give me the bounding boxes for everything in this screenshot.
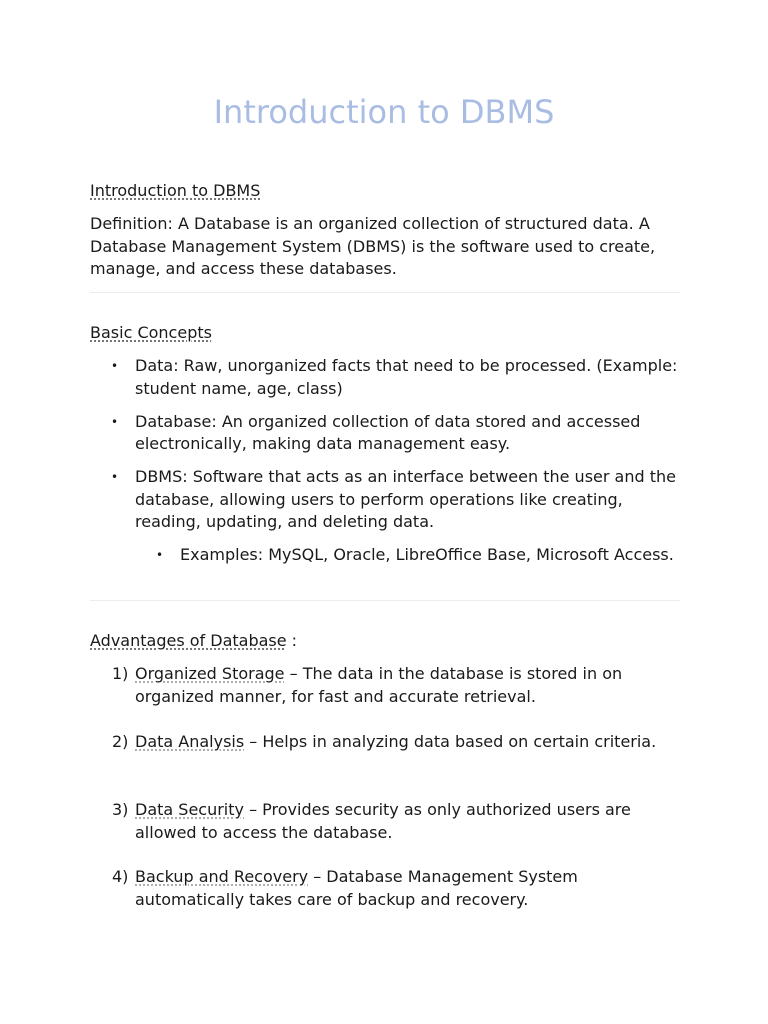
list-item <box>90 799 680 844</box>
list-item <box>90 411 680 456</box>
sub-list-item <box>90 544 680 567</box>
advantages-heading-suffix: : <box>286 631 298 650</box>
bullet-icon: • <box>156 548 164 562</box>
list-number: 3) <box>112 800 129 819</box>
bullet-icon: • <box>111 470 119 484</box>
advantages-heading-text: Advantages of Database <box>90 631 287 650</box>
list-number: 4) <box>112 867 129 886</box>
advantage-text: – Provides security as only authorized users are allowed to access the database. <box>135 800 631 842</box>
list-number: 2) <box>112 732 129 751</box>
sub-list-item-text: Examples: MySQL, Oracle, LibreOffice Base, Microsoft Access. <box>180 545 674 564</box>
bullet-icon: • <box>111 414 119 429</box>
list-number: 1) <box>112 664 129 683</box>
advantages-heading <box>90 630 680 652</box>
advantages-item-1 <box>90 663 680 708</box>
list-item <box>90 866 680 911</box>
advantage-text: – The data in the database is stored in on organized manner, for fast and accurate retrieval. <box>135 664 623 706</box>
list-item <box>90 731 680 754</box>
list-item <box>90 663 680 708</box>
intro-heading <box>90 180 680 202</box>
document-title: Introduction to DBMS <box>213 93 555 131</box>
advantages-section <box>90 630 680 652</box>
advantage-text: – Helps in analyzing data based on certain criteria. <box>244 732 657 751</box>
list-item-text: Database: An organized collection of data stored and accessed electronically, making data management easy. <box>135 411 641 453</box>
advantages-item-2 <box>90 731 680 754</box>
list-item <box>90 466 680 534</box>
definition-paragraph: Definition: A Database is an organized collection of structured data. A Database Management System (DBMS) is the software used to create, manage, and access these databases. <box>90 214 656 278</box>
advantages-item-4 <box>90 866 680 911</box>
intro-heading-text: Introduction to DBMS <box>90 181 261 200</box>
list-item-text: DBMS: Software that acts as an interface between the user and the database, allowing users to perform operations like creating, reading, updating, and deleting data. <box>135 467 676 531</box>
advantages-item-3 <box>90 799 680 844</box>
advantage-term: Backup and Recovery <box>135 867 309 886</box>
basic-concepts-section <box>90 322 680 577</box>
bullet-icon: • <box>111 359 119 373</box>
basic-concepts-heading <box>90 322 680 344</box>
basic-concepts-heading-text: Basic Concepts <box>90 323 212 342</box>
divider-1 <box>90 292 680 293</box>
advantage-term: Organized Storage <box>135 664 285 683</box>
advantage-text: – Database Management System automatically takes care of backup and recovery. <box>135 867 578 909</box>
intro-section <box>90 180 680 281</box>
divider-2 <box>90 600 680 601</box>
list-item <box>90 355 680 400</box>
basic-concepts-list <box>90 355 680 567</box>
list-item-text: Data: Raw, unorganized facts that need to be processed. (Example: student name, age, class) <box>135 356 678 398</box>
advantage-term: Data Security <box>135 800 244 819</box>
advantage-term: Data Analysis <box>135 732 245 751</box>
